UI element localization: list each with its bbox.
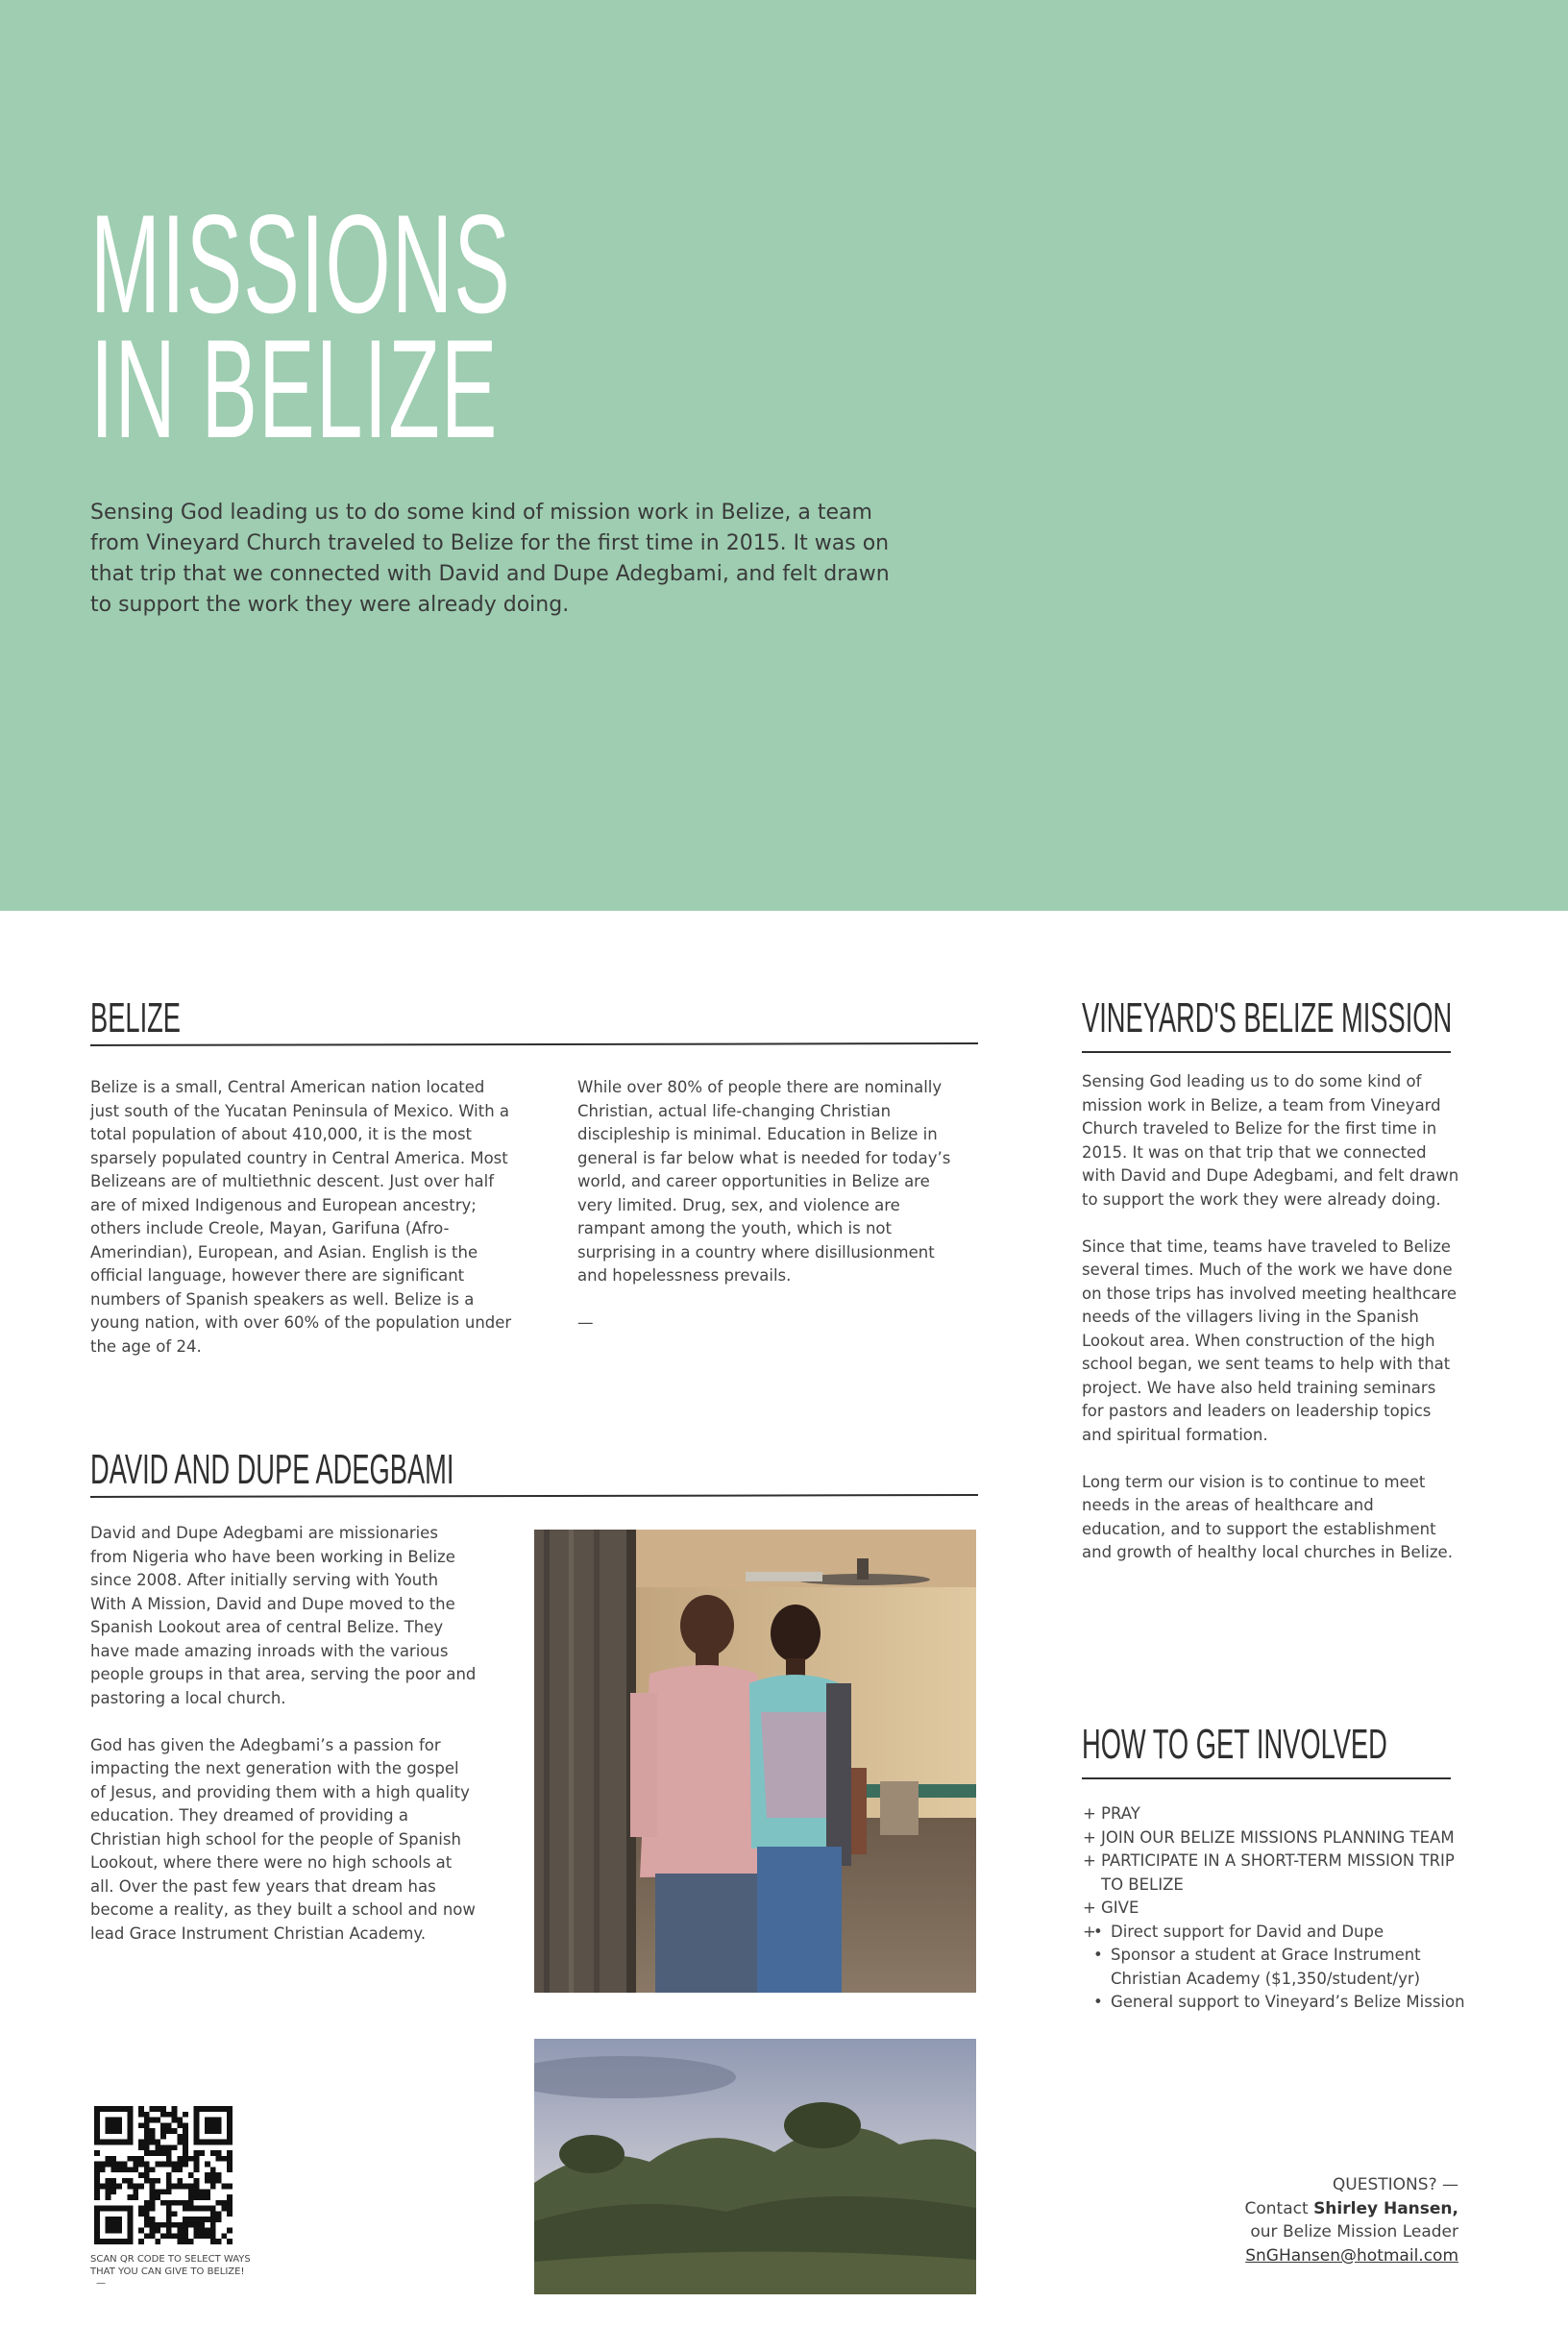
qr-module xyxy=(216,2217,222,2222)
qr-module xyxy=(177,2167,183,2172)
qr-module xyxy=(210,2172,216,2178)
qr-module xyxy=(144,2200,150,2206)
qr-module xyxy=(183,2128,188,2134)
qr-module xyxy=(150,2194,156,2200)
contact-role: our Belize Mission Leader xyxy=(1250,2222,1458,2242)
qr-module xyxy=(177,2178,183,2184)
qr-module xyxy=(172,2211,178,2217)
qr-module xyxy=(94,2189,100,2194)
qr-module xyxy=(94,2172,100,2178)
qr-module xyxy=(166,2217,172,2222)
qr-module xyxy=(221,2200,227,2206)
qr-module xyxy=(188,2239,194,2244)
give-option-sponsor-student: • Sponsor a student at Grace Instrument Christian Academy ($1,350/student/yr) xyxy=(1082,1944,1466,1991)
qr-module xyxy=(227,2211,233,2217)
qr-module xyxy=(216,2156,222,2162)
qr-module xyxy=(100,2162,106,2168)
qr-module xyxy=(199,2228,205,2234)
qr-module xyxy=(100,2184,106,2190)
qr-module xyxy=(194,2178,200,2184)
qr-module xyxy=(138,2239,144,2244)
qr-module xyxy=(106,2184,111,2190)
qr-module xyxy=(155,2118,160,2123)
qr-module xyxy=(144,2222,150,2228)
qr-module xyxy=(144,2167,150,2172)
qr-module xyxy=(150,2222,156,2228)
qr-module xyxy=(210,2239,216,2244)
qr-module xyxy=(150,2150,156,2156)
qr-caption-dash: — xyxy=(96,2278,106,2289)
qr-module xyxy=(183,2217,188,2222)
qr-module xyxy=(144,2233,150,2239)
qr-module xyxy=(205,2172,210,2178)
qr-module xyxy=(150,2106,156,2112)
qr-module xyxy=(106,2189,111,2194)
qr-module xyxy=(194,2233,200,2239)
qr-module xyxy=(144,2172,150,2178)
qr-module xyxy=(106,2162,111,2168)
qr-module xyxy=(177,2222,183,2228)
qr-module xyxy=(166,2178,172,2184)
qr-module xyxy=(128,2156,134,2162)
qr-module xyxy=(210,2178,216,2184)
qr-module xyxy=(172,2233,178,2239)
qr-module xyxy=(205,2206,210,2212)
hero-banner xyxy=(0,0,1568,911)
qr-module xyxy=(177,2184,183,2190)
qr-module xyxy=(94,2178,100,2184)
qr-module xyxy=(144,2178,150,2184)
qr-module xyxy=(194,2189,200,2194)
qr-module xyxy=(155,2144,160,2150)
qr-module xyxy=(138,2140,144,2145)
qr-module xyxy=(138,2144,144,2150)
qr-module xyxy=(177,2233,183,2239)
qr-module xyxy=(188,2217,194,2222)
vineyard-paragraph-2: Since that time, teams have traveled to Belize several times. Much of the work we have done on those trips has involved meeting healthcare needs of the villagers living in the Spanish Lookout area. When construction of the high school began, we sent teams to help with that project. We have also held training seminars for pastors and leaders on leadership topics and spiritual formation. xyxy=(1082,1237,1458,1444)
qr-module xyxy=(133,2162,138,2168)
qr-module xyxy=(133,2184,138,2190)
qr-module xyxy=(227,2167,233,2172)
adegbami-heading-rule xyxy=(90,1494,978,1498)
qr-module xyxy=(110,2189,116,2194)
qr-module xyxy=(199,2189,205,2194)
qr-module xyxy=(138,2172,144,2178)
qr-module xyxy=(138,2211,144,2217)
qr-module xyxy=(110,2162,116,2168)
vineyard-heading: VINEYARD'S BELIZE MISSION xyxy=(1082,994,1453,1041)
qr-module xyxy=(150,2200,156,2206)
qr-module xyxy=(188,2172,194,2178)
contact-email-link[interactable]: SnGHansen@hotmail.com xyxy=(1245,2245,1458,2266)
involved-heading: HOW TO GET INVOLVED xyxy=(1082,1721,1387,1768)
qr-module xyxy=(160,2144,166,2150)
qr-module xyxy=(128,2178,134,2184)
couple-photo-image xyxy=(534,1530,976,1993)
qr-module xyxy=(150,2118,156,2123)
qr-module xyxy=(144,2134,150,2140)
qr-module xyxy=(216,2200,222,2206)
qr-module xyxy=(155,2178,160,2184)
involved-item-planning-team: + JOIN OUR BELIZE MISSIONS PLANNING TEAM xyxy=(1082,1826,1466,1850)
qr-module xyxy=(144,2150,150,2156)
belize-paragraph-2: While over 80% of people there are nominally Christian, actual life-changing Christian discipleship is minimal. Education in Belize in general is far below what is needed for today’s world, and career opportunities in Belize are very limited. Drug, sex, and violence are rampant among the youth, which is not surprising in a country where disillusionment and hopelessness prevails. xyxy=(577,1078,951,1285)
qr-module xyxy=(172,2128,178,2134)
involved-heading-rule xyxy=(1082,1777,1451,1779)
qr-module xyxy=(183,2222,188,2228)
qr-module xyxy=(160,2222,166,2228)
qr-module xyxy=(155,2194,160,2200)
qr-module xyxy=(94,2167,100,2172)
qr-module xyxy=(188,2184,194,2190)
qr-module xyxy=(183,2162,188,2168)
qr-module xyxy=(166,2112,172,2118)
qr-module xyxy=(227,2156,233,2162)
qr-module xyxy=(155,2239,160,2244)
qr-module xyxy=(210,2217,216,2222)
qr-module xyxy=(144,2217,150,2222)
qr-module xyxy=(160,2128,166,2134)
qr-module xyxy=(205,2233,210,2239)
qr-module xyxy=(166,2172,172,2178)
qr-module xyxy=(150,2217,156,2222)
qr-module xyxy=(150,2140,156,2145)
qr-module xyxy=(166,2233,172,2239)
qr-module xyxy=(155,2150,160,2156)
adegbami-heading: DAVID AND DUPE ADEGBAMI xyxy=(90,1446,454,1493)
qr-module xyxy=(144,2144,150,2150)
give-options xyxy=(1082,1921,1466,2015)
qr-module xyxy=(183,2239,188,2244)
qr-module xyxy=(221,2233,227,2239)
qr-module xyxy=(94,2150,100,2156)
qr-module xyxy=(177,2228,183,2234)
vineyard-paragraph-3: Long term our vision is to continue to meet needs in the areas of healthcare and education, and to support the establishment and growth of healthy local churches in Belize. xyxy=(1082,1472,1453,1561)
qr-module xyxy=(144,2128,150,2134)
qr-module xyxy=(221,2156,227,2162)
qr-module xyxy=(106,2178,111,2184)
qr-module xyxy=(183,2112,188,2118)
vineyard-heading-rule xyxy=(1082,1051,1451,1053)
qr-module xyxy=(166,2150,172,2156)
qr-module xyxy=(194,2167,200,2172)
qr-module xyxy=(216,2211,222,2217)
qr-module xyxy=(205,2162,210,2168)
qr-module xyxy=(122,2162,128,2168)
qr-module xyxy=(210,2233,216,2239)
contact-line xyxy=(1115,2197,1458,2221)
adegbami-couple-photo xyxy=(534,1530,976,1993)
qr-module xyxy=(210,2150,216,2156)
qr-module xyxy=(194,2217,200,2222)
qr-module xyxy=(138,2112,144,2118)
qr-module xyxy=(155,2222,160,2228)
qr-module xyxy=(133,2167,138,2172)
qr-module xyxy=(227,2206,233,2212)
involved-item-give: + GIVE xyxy=(1082,1897,1466,1921)
qr-module xyxy=(166,2228,172,2234)
qr-module xyxy=(144,2211,150,2217)
qr-module xyxy=(150,2134,156,2140)
qr-module xyxy=(138,2162,144,2168)
belize-column-2 xyxy=(577,1076,962,1335)
qr-module xyxy=(227,2228,233,2234)
qr-module xyxy=(144,2162,150,2168)
qr-module xyxy=(128,2167,134,2172)
qr-module xyxy=(216,2239,222,2244)
qr-module xyxy=(172,2200,178,2206)
qr-module xyxy=(194,2150,200,2156)
qr-module xyxy=(210,2206,216,2212)
qr-module xyxy=(138,2206,144,2212)
qr-module xyxy=(144,2206,150,2212)
qr-module xyxy=(160,2233,166,2239)
qr-module xyxy=(194,2162,200,2168)
qr-module xyxy=(106,2156,111,2162)
qr-module xyxy=(172,2112,178,2118)
qr-module xyxy=(160,2200,166,2206)
qr-module xyxy=(221,2184,227,2190)
qr-module xyxy=(150,2189,156,2194)
qr-module xyxy=(166,2222,172,2228)
page-title xyxy=(90,185,511,467)
qr-module xyxy=(177,2140,183,2145)
qr-module xyxy=(172,2167,178,2172)
qr-module xyxy=(110,2184,116,2190)
landscape-photo-image xyxy=(534,2039,976,2294)
qr-module xyxy=(144,2118,150,2123)
qr-module xyxy=(144,2122,150,2128)
qr-module xyxy=(183,2233,188,2239)
qr-module xyxy=(183,2144,188,2150)
qr-module xyxy=(183,2134,188,2140)
qr-module xyxy=(155,2106,160,2112)
contact-questions: QUESTIONS? — xyxy=(1332,2175,1458,2194)
qr-module xyxy=(160,2150,166,2156)
qr-module xyxy=(194,2156,200,2162)
qr-module xyxy=(166,2184,172,2190)
qr-module xyxy=(160,2106,166,2112)
qr-module xyxy=(155,2189,160,2194)
qr-module xyxy=(172,2184,178,2190)
qr-caption-text: SCAN QR CODE TO SELECT WAYS THAT YOU CAN GIVE TO BELIZE! xyxy=(90,2254,251,2277)
qr-module xyxy=(138,2122,144,2128)
qr-module xyxy=(199,2217,205,2222)
qr-module xyxy=(205,2189,210,2194)
qr-module xyxy=(160,2162,166,2168)
qr-module xyxy=(183,2150,188,2156)
qr-module xyxy=(160,2112,166,2118)
qr-module xyxy=(199,2233,205,2239)
qr-module xyxy=(216,2172,222,2178)
give-option-direct-support: • + Direct support for David and Dupe xyxy=(1082,1921,1466,1945)
qr-module xyxy=(138,2156,144,2162)
qr-code[interactable] xyxy=(94,2106,233,2244)
belize-paragraph-1: Belize is a small, Central American nation located just south of the Yucatan Peninsula of Mexico. With a total population of about 410,000, it is the most sparsely populated country in Central America. Most Belizeans are of multiethnic descent. Just over half are of mixed Indigenous and European ancestry; others include Creole, Mayan, Garifuna (Afro-Amerindian), European, and Asian. English is the official language, however there are significant numbers of Spanish speakers as well. Belize is a young nation, with over 60% of the population under the age of 24. xyxy=(90,1078,512,1356)
qr-module xyxy=(138,2228,144,2234)
qr-module xyxy=(172,2144,178,2150)
qr-module xyxy=(177,2239,183,2244)
qr-module xyxy=(155,2140,160,2145)
qr-module xyxy=(128,2194,134,2200)
contact-block xyxy=(1115,2173,1458,2267)
qr-module xyxy=(150,2128,156,2134)
qr-module xyxy=(166,2156,172,2162)
qr-module xyxy=(205,2228,210,2234)
qr-module xyxy=(177,2162,183,2168)
qr-module xyxy=(166,2206,172,2212)
qr-module xyxy=(138,2106,144,2112)
qr-module xyxy=(166,2200,172,2206)
qr-module xyxy=(133,2194,138,2200)
qr-module xyxy=(183,2200,188,2206)
qr-module xyxy=(188,2200,194,2206)
qr-module xyxy=(227,2184,233,2190)
qr-module xyxy=(150,2184,156,2190)
qr-caption xyxy=(90,2254,254,2291)
qr-module xyxy=(188,2189,194,2194)
qr-module xyxy=(210,2228,216,2234)
qr-module xyxy=(194,2228,200,2234)
qr-module xyxy=(133,2189,138,2194)
qr-module xyxy=(216,2178,222,2184)
qr-module xyxy=(194,2206,200,2212)
qr-module xyxy=(166,2162,172,2168)
qr-module xyxy=(160,2189,166,2194)
qr-module xyxy=(172,2222,178,2228)
qr-module xyxy=(227,2150,233,2156)
qr-module xyxy=(94,2194,100,2200)
qr-module xyxy=(227,2239,233,2244)
qr-module xyxy=(150,2167,156,2172)
qr-module xyxy=(122,2178,128,2184)
qr-module xyxy=(177,2122,183,2128)
qr-module xyxy=(205,2217,210,2222)
hero-intro-text: Sensing God leading us to do some kind of mission work in Belize, a team from Vineyard Church traveled to Belize for the first time in 2015. It was on that trip that we connected with David and Dupe Adegbami, and felt drawn to support the work they were already doing. xyxy=(90,501,890,617)
qr-module xyxy=(110,2167,116,2172)
give-options-list xyxy=(1082,1921,1466,2015)
qr-module xyxy=(188,2194,194,2200)
qr-module xyxy=(155,2228,160,2234)
belize-heading-rule xyxy=(90,1042,978,1046)
qr-module xyxy=(205,2178,210,2184)
qr-module xyxy=(138,2184,144,2190)
qr-module xyxy=(172,2106,178,2112)
contact-prefix: Contact xyxy=(1244,2198,1314,2218)
qr-module xyxy=(166,2144,172,2150)
qr-module xyxy=(205,2194,210,2200)
qr-module xyxy=(177,2156,183,2162)
qr-module xyxy=(227,2200,233,2206)
qr-module xyxy=(177,2200,183,2206)
belize-end-dash: — xyxy=(577,1313,594,1332)
qr-module xyxy=(110,2156,116,2162)
vineyard-paragraph-1: Sensing God leading us to do some kind of mission work in Belize, a team from Vineyard Church traveled to Belize for the first time in 2015. It was on that trip that we connected with David and Dupe Adegbami, and felt drawn to support the work they were already doing. xyxy=(1082,1072,1459,1209)
qr-module xyxy=(116,2162,122,2168)
qr-module xyxy=(183,2156,188,2162)
qr-module xyxy=(172,2118,178,2123)
qr-module xyxy=(122,2167,128,2172)
adegbami-text xyxy=(90,1522,478,1946)
qr-module xyxy=(160,2122,166,2128)
qr-module xyxy=(216,2150,222,2156)
qr-module xyxy=(133,2156,138,2162)
qr-module xyxy=(199,2206,205,2212)
qr-module xyxy=(94,2184,100,2190)
qr-module xyxy=(172,2162,178,2168)
qr-module xyxy=(166,2122,172,2128)
belize-landscape-photo xyxy=(534,2039,976,2294)
qr-module xyxy=(150,2178,156,2184)
qr-module xyxy=(210,2211,216,2217)
qr-module xyxy=(194,2194,200,2200)
adegbami-paragraph-1: David and Dupe Adegbami are missionaries from Nigeria who have been working in Belize since 2008. After initially serving with Youth With A Mission, David and Dupe moved to the Spanish Lookout area of central Belize. They have made amazing inroads with the various people groups in that area, serving the poor and pastoring a local church. xyxy=(90,1524,477,1707)
qr-module xyxy=(183,2206,188,2212)
qr-module xyxy=(221,2206,227,2212)
qr-module xyxy=(183,2184,188,2190)
qr-module xyxy=(188,2206,194,2212)
qr-module xyxy=(116,2167,122,2172)
qr-module xyxy=(128,2184,134,2190)
qr-module xyxy=(183,2140,188,2145)
qr-module xyxy=(210,2222,216,2228)
qr-module xyxy=(150,2233,156,2239)
qr-module xyxy=(194,2222,200,2228)
qr-module xyxy=(110,2178,116,2184)
qr-module xyxy=(199,2194,205,2200)
qr-module xyxy=(100,2167,106,2172)
qr-module xyxy=(166,2128,172,2134)
qr-module xyxy=(199,2222,205,2228)
qr-module xyxy=(106,2194,111,2200)
qr-module xyxy=(94,2162,100,2168)
qr-module xyxy=(183,2122,188,2128)
qr-module xyxy=(194,2184,200,2190)
qr-module xyxy=(166,2189,172,2194)
involved-list xyxy=(1082,1802,1466,2015)
page-title-line-1: MISSIONS xyxy=(90,185,511,342)
qr-module xyxy=(144,2112,150,2118)
qr-module xyxy=(227,2162,233,2168)
contact-name: Shirley Hansen, xyxy=(1313,2198,1458,2218)
qr-module xyxy=(155,2162,160,2168)
give-option-general-support: • General support to Vineyard’s Belize Mission xyxy=(1082,1991,1466,2015)
qr-module xyxy=(188,2156,194,2162)
adegbami-paragraph-2: God has given the Adegbami’s a passion for impacting the next generation with the gospel of Jesus, and providing them with a high quality education. They dreamed of providing a Christian high school for the people of Spanish Lookout, where there were no high schools at all. Over the past few years that dream has become a reality, as they built a school and now lead Grace Instrument Christian Academy. xyxy=(90,1735,476,1943)
qr-module xyxy=(210,2167,216,2172)
qr-module xyxy=(150,2228,156,2234)
involved-item-pray: + PRAY xyxy=(1082,1802,1466,1826)
qr-module xyxy=(188,2222,194,2228)
qr-module xyxy=(210,2184,216,2190)
page-title-line-2: IN BELIZE xyxy=(90,310,499,467)
qr-module xyxy=(227,2194,233,2200)
qr-module xyxy=(199,2150,205,2156)
qr-module xyxy=(144,2140,150,2145)
qr-module xyxy=(177,2118,183,2123)
qr-module xyxy=(160,2134,166,2140)
qr-module xyxy=(150,2206,156,2212)
vineyard-text xyxy=(1082,1070,1461,1565)
belize-column-1 xyxy=(90,1076,517,1359)
involved-item-trip: + PARTICIPATE IN A SHORT-TERM MISSION TRIP TO BELIZE xyxy=(1082,1850,1466,1897)
qr-module xyxy=(116,2184,122,2190)
qr-module xyxy=(183,2228,188,2234)
qr-module xyxy=(166,2211,172,2217)
belize-heading: BELIZE xyxy=(90,994,182,1041)
qr-module xyxy=(177,2134,183,2140)
